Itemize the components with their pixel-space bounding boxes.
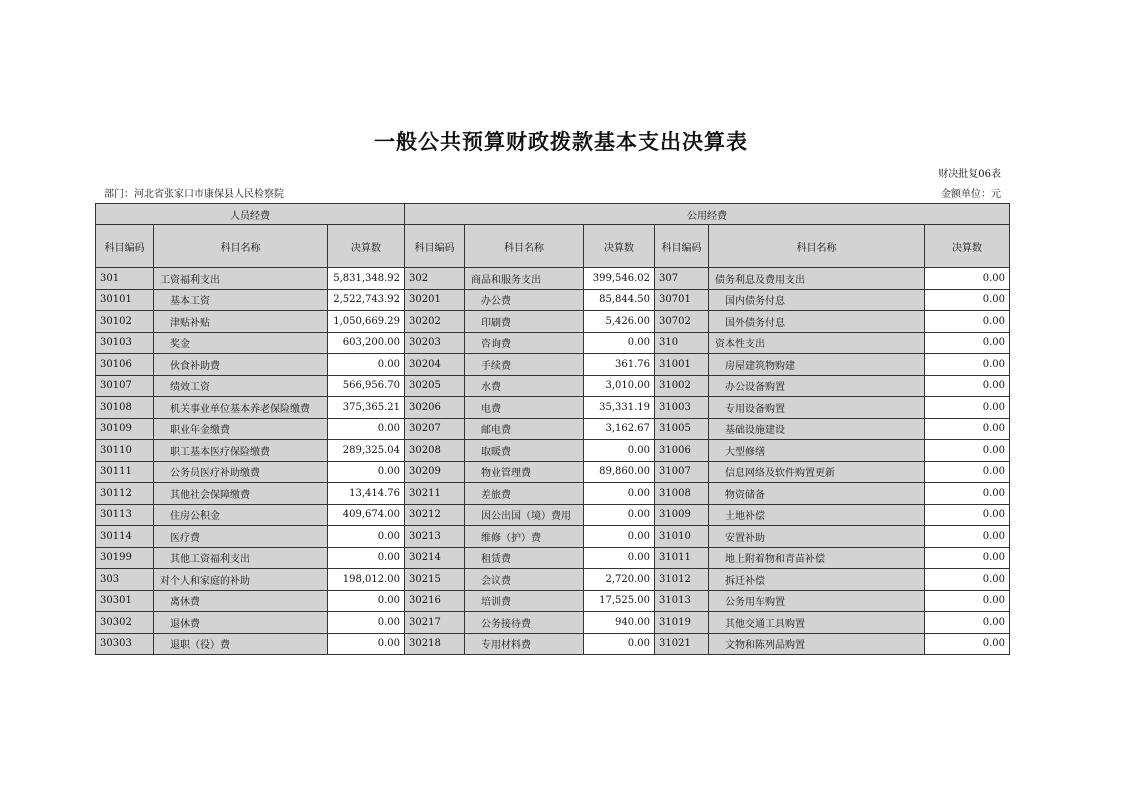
subject-code-cell: 31001 — [655, 354, 709, 376]
subject-name-cell: 其他社会保障缴费 — [154, 483, 328, 505]
subject-code-cell: 307 — [655, 268, 709, 290]
subject-code-cell: 30103 — [96, 332, 154, 354]
subject-name-cell: 职工基本医疗保险缴费 — [154, 440, 328, 462]
amount-cell: 0.00 — [328, 547, 405, 569]
subject-name-cell: 公务用车购置 — [709, 590, 925, 612]
subject-name-cell: 安置补助 — [709, 526, 925, 548]
subject-code-cell: 31005 — [655, 418, 709, 440]
subject-name-cell: 会议费 — [465, 569, 584, 591]
subject-name-cell: 物业管理费 — [465, 461, 584, 483]
subject-name-cell: 国内债务付息 — [709, 289, 925, 311]
subject-name-cell: 公务接待费 — [465, 612, 584, 634]
subject-code-cell: 30201 — [405, 289, 465, 311]
subject-code-cell: 30215 — [405, 569, 465, 591]
table-row — [96, 440, 1010, 462]
amount-cell: 0.00 — [584, 483, 655, 505]
subject-code-cell: 30106 — [96, 354, 154, 376]
amount-cell: 0.00 — [925, 590, 1010, 612]
amount-cell: 0.00 — [925, 461, 1010, 483]
amount-cell: 35,331.19 — [584, 397, 655, 419]
subject-name-cell: 住房公积金 — [154, 504, 328, 526]
amount-cell: 13,414.76 — [328, 483, 405, 505]
subject-name-cell: 国外债务付息 — [709, 311, 925, 333]
amount-cell: 566,956.70 — [328, 375, 405, 397]
subject-code-cell: 30112 — [96, 483, 154, 505]
amount-cell: 0.00 — [584, 332, 655, 354]
subject-name-cell: 奖金 — [154, 332, 328, 354]
amount-cell: 2,720.00 — [584, 569, 655, 591]
amount-cell: 3,010.00 — [584, 375, 655, 397]
amount-cell: 0.00 — [925, 612, 1010, 634]
amount-cell: 0.00 — [328, 633, 405, 655]
amount-cell: 0.00 — [328, 418, 405, 440]
table-row — [96, 547, 1010, 569]
amount-cell: 1,050,669.29 — [328, 311, 405, 333]
subject-code-cell: 30199 — [96, 547, 154, 569]
subject-code-cell: 302 — [405, 268, 465, 290]
amount-cell: 5,831,348.92 — [328, 268, 405, 290]
column-header-code: 科目编码 — [96, 225, 154, 268]
subject-name-cell: 基础设施建设 — [709, 418, 925, 440]
amount-cell: 3,162.67 — [584, 418, 655, 440]
amount-cell: 940.00 — [584, 612, 655, 634]
subject-code-cell: 30114 — [96, 526, 154, 548]
amount-cell: 5,426.00 — [584, 311, 655, 333]
subject-name-cell: 机关事业单位基本养老保险缴费 — [154, 397, 328, 419]
subject-name-cell: 租赁费 — [465, 547, 584, 569]
amount-cell: 0.00 — [925, 633, 1010, 655]
column-header-name: 科目名称 — [465, 225, 584, 268]
subject-name-cell: 办公费 — [465, 289, 584, 311]
subject-code-cell: 301 — [96, 268, 154, 290]
subject-name-cell: 专用设备购置 — [709, 397, 925, 419]
subject-name-cell: 其他工资福利支出 — [154, 547, 328, 569]
subject-name-cell: 资本性支出 — [709, 332, 925, 354]
table-row — [96, 633, 1010, 655]
amount-cell: 0.00 — [925, 268, 1010, 290]
subject-name-cell: 因公出国（境）费用 — [465, 504, 584, 526]
amount-cell: 2,522,743.92 — [328, 289, 405, 311]
subject-name-cell: 基本工资 — [154, 289, 328, 311]
subject-code-cell: 30209 — [405, 461, 465, 483]
amount-cell: 0.00 — [925, 418, 1010, 440]
subject-name-cell: 绩效工资 — [154, 375, 328, 397]
subject-name-cell: 对个人和家庭的补助 — [154, 569, 328, 591]
column-header-amount: 决算数 — [584, 225, 655, 268]
amount-cell: 0.00 — [328, 354, 405, 376]
amount-cell: 0.00 — [925, 440, 1010, 462]
subject-code-cell: 303 — [96, 569, 154, 591]
subject-code-cell: 30218 — [405, 633, 465, 655]
subject-code-cell: 30301 — [96, 590, 154, 612]
amount-cell: 0.00 — [328, 612, 405, 634]
amount-cell: 0.00 — [925, 332, 1010, 354]
column-header-code: 科目编码 — [655, 225, 709, 268]
subject-code-cell: 30111 — [96, 461, 154, 483]
subject-code-cell: 30102 — [96, 311, 154, 333]
department-label: 部门：河北省张家口市康保县人民检察院 — [104, 189, 284, 200]
subject-code-cell: 31003 — [655, 397, 709, 419]
subject-name-cell: 房屋建筑物购建 — [709, 354, 925, 376]
amount-cell: 0.00 — [328, 590, 405, 612]
subject-name-cell: 债务利息及费用支出 — [709, 268, 925, 290]
subject-name-cell: 地上附着物和青苗补偿 — [709, 547, 925, 569]
amount-cell: 0.00 — [925, 547, 1010, 569]
subject-code-cell: 30212 — [405, 504, 465, 526]
amount-cell: 0.00 — [584, 633, 655, 655]
table-row — [96, 354, 1010, 376]
table-row — [96, 418, 1010, 440]
subject-code-cell: 31011 — [655, 547, 709, 569]
subject-code-cell: 31021 — [655, 633, 709, 655]
group-header-personnel: 人员经费 — [96, 204, 405, 225]
amount-cell: 399,546.02 — [584, 268, 655, 290]
amount-cell: 375,365.21 — [328, 397, 405, 419]
subject-name-cell: 医疗费 — [154, 526, 328, 548]
column-header-code: 科目编码 — [405, 225, 465, 268]
subject-name-cell: 电费 — [465, 397, 584, 419]
amount-cell: 0.00 — [925, 504, 1010, 526]
subject-code-cell: 30208 — [405, 440, 465, 462]
table-row — [96, 483, 1010, 505]
amount-cell: 0.00 — [584, 504, 655, 526]
subject-code-cell: 31006 — [655, 440, 709, 462]
subject-name-cell: 公务员医疗补助缴费 — [154, 461, 328, 483]
subject-name-cell: 离休费 — [154, 590, 328, 612]
subject-code-cell: 30702 — [655, 311, 709, 333]
table-row — [96, 569, 1010, 591]
table-row — [96, 397, 1010, 419]
group-header-public: 公用经费 — [405, 204, 1010, 225]
subject-name-cell: 手续费 — [465, 354, 584, 376]
page-title: 一般公共预算财政拨款基本支出决算表 — [374, 129, 748, 154]
amount-cell: 17,525.00 — [584, 590, 655, 612]
subject-code-cell: 30211 — [405, 483, 465, 505]
table-row — [96, 504, 1010, 526]
amount-cell: 409,674.00 — [328, 504, 405, 526]
subject-name-cell: 工资福利支出 — [154, 268, 328, 290]
subject-name-cell: 职业年金缴费 — [154, 418, 328, 440]
column-header-amount: 决算数 — [925, 225, 1010, 268]
subject-code-cell: 31019 — [655, 612, 709, 634]
amount-cell: 0.00 — [925, 289, 1010, 311]
amount-cell: 198,012.00 — [328, 569, 405, 591]
amount-unit-label: 金额单位：元 — [941, 189, 1001, 200]
amount-cell: 0.00 — [925, 375, 1010, 397]
subject-code-cell: 310 — [655, 332, 709, 354]
subject-code-cell: 30303 — [96, 633, 154, 655]
subject-code-cell: 30216 — [405, 590, 465, 612]
subject-code-cell: 31007 — [655, 461, 709, 483]
subject-code-cell: 31013 — [655, 590, 709, 612]
amount-cell: 89,860.00 — [584, 461, 655, 483]
table-row — [96, 332, 1010, 354]
subject-code-cell: 31009 — [655, 504, 709, 526]
subject-name-cell: 差旅费 — [465, 483, 584, 505]
subject-code-cell: 30701 — [655, 289, 709, 311]
table-row — [96, 461, 1010, 483]
expenditure-table — [95, 203, 1010, 655]
subject-name-cell: 其他交通工具购置 — [709, 612, 925, 634]
subject-name-cell: 信息网络及软件购置更新 — [709, 461, 925, 483]
subject-name-cell: 物资储备 — [709, 483, 925, 505]
amount-cell: 0.00 — [584, 440, 655, 462]
subject-code-cell: 30214 — [405, 547, 465, 569]
subject-code-cell: 30213 — [405, 526, 465, 548]
subject-code-cell: 30205 — [405, 375, 465, 397]
subject-name-cell: 印刷费 — [465, 311, 584, 333]
subject-code-cell: 30206 — [405, 397, 465, 419]
subject-code-cell: 30204 — [405, 354, 465, 376]
subject-code-cell: 30302 — [96, 612, 154, 634]
subject-name-cell: 退职（役）费 — [154, 633, 328, 655]
subject-name-cell: 维修（护）费 — [465, 526, 584, 548]
amount-cell: 0.00 — [328, 461, 405, 483]
amount-cell: 0.00 — [584, 526, 655, 548]
subject-code-cell: 30202 — [405, 311, 465, 333]
subject-code-cell: 30109 — [96, 418, 154, 440]
amount-cell: 0.00 — [925, 483, 1010, 505]
amount-cell: 0.00 — [925, 311, 1010, 333]
subject-code-cell: 30108 — [96, 397, 154, 419]
subject-name-cell: 拆迁补偿 — [709, 569, 925, 591]
subject-code-cell: 31012 — [655, 569, 709, 591]
subject-code-cell: 30203 — [405, 332, 465, 354]
subject-name-cell: 津贴补贴 — [154, 311, 328, 333]
subject-code-cell: 30207 — [405, 418, 465, 440]
subject-code-cell: 31010 — [655, 526, 709, 548]
table-row — [96, 289, 1010, 311]
table-row — [96, 268, 1010, 290]
amount-cell: 0.00 — [925, 526, 1010, 548]
amount-cell: 0.00 — [925, 397, 1010, 419]
subject-name-cell: 大型修缮 — [709, 440, 925, 462]
table-row — [96, 375, 1010, 397]
subject-name-cell: 办公设备购置 — [709, 375, 925, 397]
amount-cell: 603,200.00 — [328, 332, 405, 354]
subject-name-cell: 邮电费 — [465, 418, 584, 440]
subject-code-cell: 30217 — [405, 612, 465, 634]
subject-code-cell: 31002 — [655, 375, 709, 397]
amount-cell: 0.00 — [925, 354, 1010, 376]
subject-name-cell: 水费 — [465, 375, 584, 397]
table-row — [96, 612, 1010, 634]
column-header-name: 科目名称 — [709, 225, 925, 268]
amount-cell: 0.00 — [584, 547, 655, 569]
subject-name-cell: 商品和服务支出 — [465, 268, 584, 290]
subject-name-cell: 专用材料费 — [465, 633, 584, 655]
subject-name-cell: 土地补偿 — [709, 504, 925, 526]
subject-code-cell: 30107 — [96, 375, 154, 397]
amount-cell: 289,325.04 — [328, 440, 405, 462]
amount-cell: 0.00 — [328, 526, 405, 548]
subject-name-cell: 文物和陈列品购置 — [709, 633, 925, 655]
form-number: 财决批复06表 — [938, 169, 1001, 180]
subject-name-cell: 伙食补助费 — [154, 354, 328, 376]
table-row — [96, 526, 1010, 548]
column-header-name: 科目名称 — [154, 225, 328, 268]
subject-name-cell: 退休费 — [154, 612, 328, 634]
subject-code-cell: 30101 — [96, 289, 154, 311]
amount-cell: 361.76 — [584, 354, 655, 376]
table-row — [96, 590, 1010, 612]
subject-code-cell: 30110 — [96, 440, 154, 462]
column-header-amount: 决算数 — [328, 225, 405, 268]
subject-name-cell: 咨询费 — [465, 332, 584, 354]
amount-cell: 0.00 — [925, 569, 1010, 591]
subject-name-cell: 取暖费 — [465, 440, 584, 462]
subject-code-cell: 30113 — [96, 504, 154, 526]
table-row — [96, 311, 1010, 333]
subject-code-cell: 31008 — [655, 483, 709, 505]
subject-name-cell: 培训费 — [465, 590, 584, 612]
amount-cell: 85,844.50 — [584, 289, 655, 311]
